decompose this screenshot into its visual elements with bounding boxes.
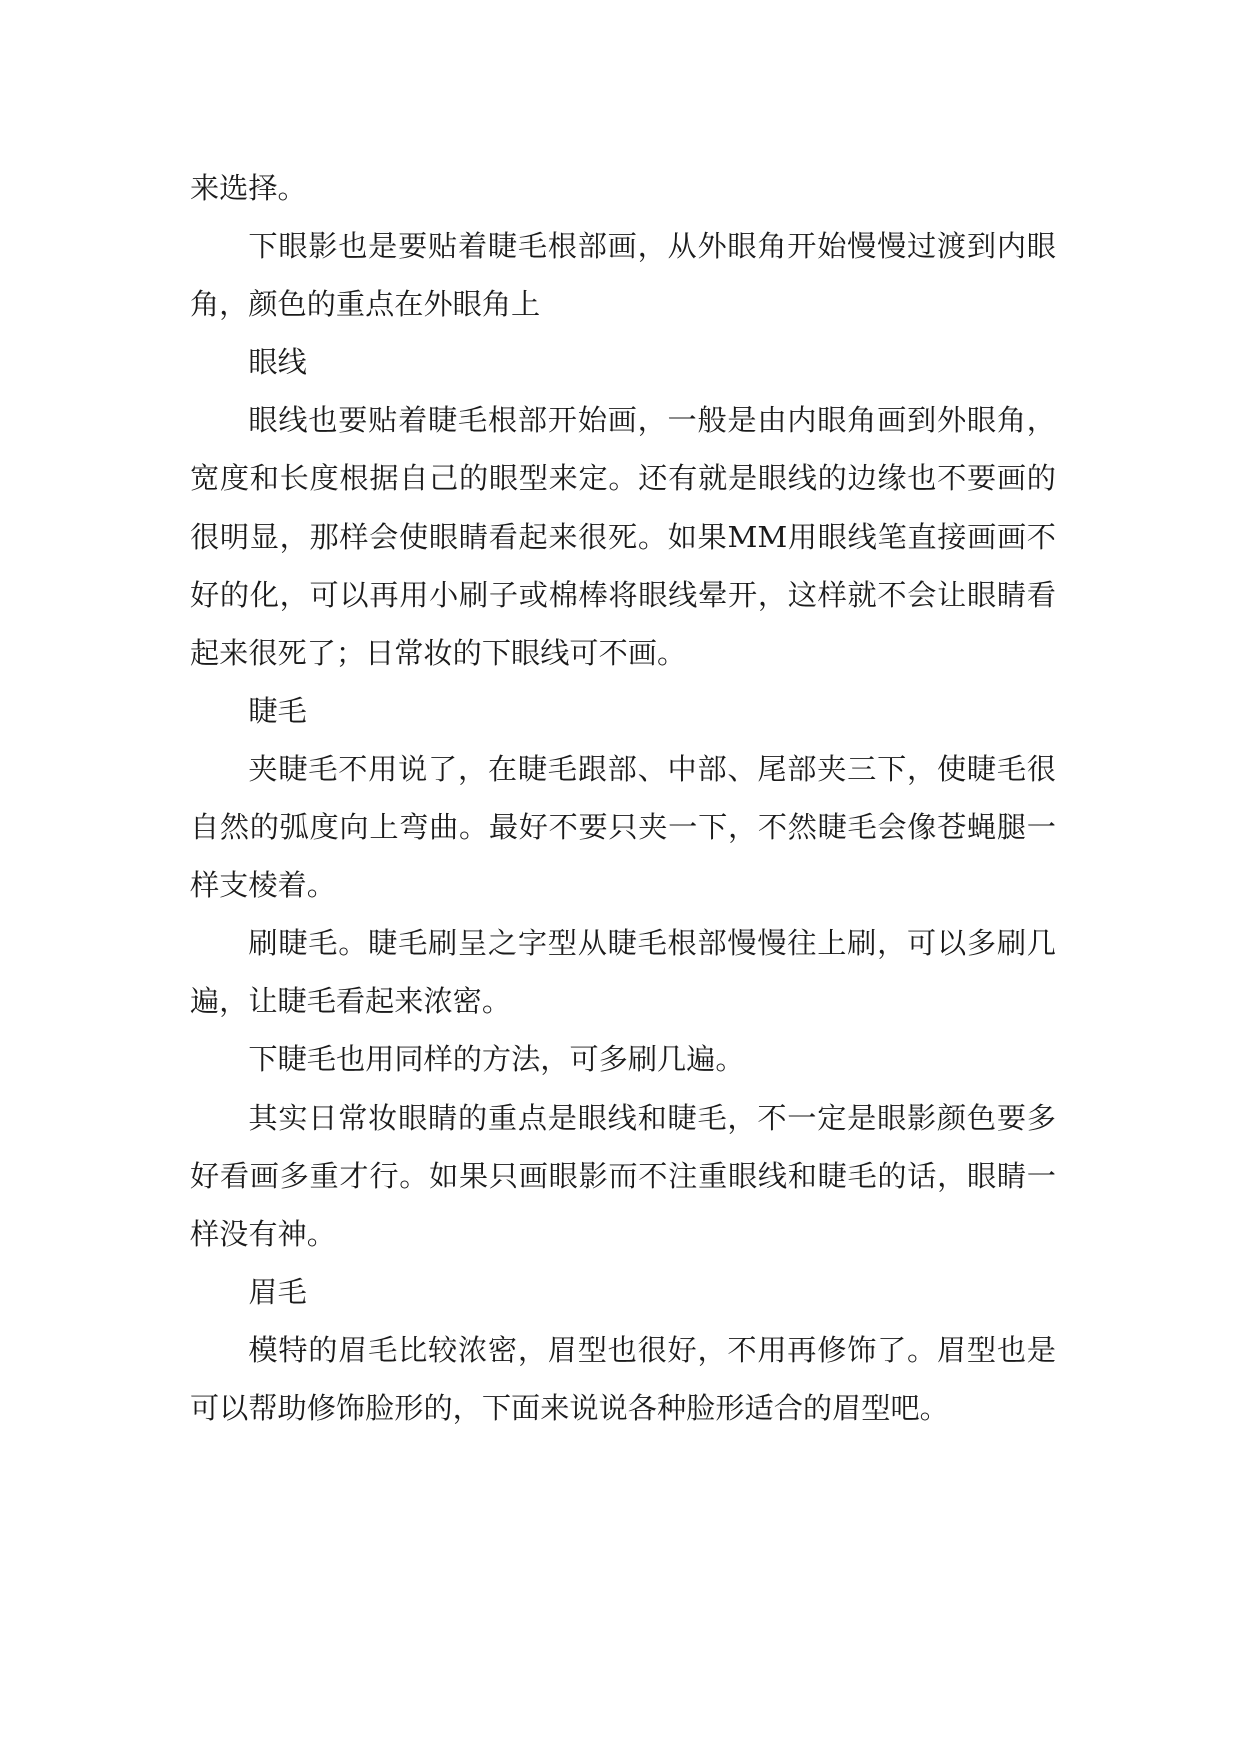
paragraph-eyebrows: 模特的眉毛比较浓密，眉型也很好，不用再修饰了。眉型也是可以帮助修饰脸形的，下面来说说各种脸形适合的眉型吧。: [190, 1332, 1056, 1425]
paragraph-eyeliner: 眼线也要贴着睫毛根部开始画，一般是由内眼角画到外眼角，宽度和长度根据自己的眼型来定。还有就是眼线的边缘也不要画的很明显，那样会使眼睛看起来很死。如果MM用眼线笔直接画画不好的化，可以再用小刷子或棉棒将眼线晕开，这样就不会让眼睛看起来很死了；日常妆的下眼线可不画。: [190, 403, 1056, 670]
paragraph-brush-lashes: 刷睫毛。睫毛刷呈之字型从睫毛根部慢慢往上刷，可以多刷几遍，让睫毛看起来浓密。: [190, 926, 1056, 1019]
paragraph-lower-lashes: 下睫毛也用同样的方法，可多刷几遍。: [248, 1042, 745, 1077]
section-heading-eyelashes: 睫毛: [248, 693, 307, 728]
paragraph-continuation: 来选择。: [190, 171, 307, 205]
paragraph-lower-eyeshadow: 下眼影也是要贴着睫毛根部画，从外眼角开始慢慢过渡到内眼角，颜色的重点在外眼角上: [190, 229, 1056, 322]
section-heading-eyebrows: 眉毛: [248, 1274, 307, 1309]
section-heading-eyeliner: 眼线: [248, 345, 307, 380]
document-body: [190, 159, 1056, 1437]
paragraph-daily-makeup-focus: 其实日常妆眼睛的重点是眼线和睫毛，不一定是眼影颜色要多好看画多重才行。如果只画眼影而不注重眼线和睫毛的话，眼睛一样没有神。: [190, 1100, 1056, 1251]
paragraph-curl-lashes: 夹睫毛不用说了，在睫毛跟部、中部、尾部夹三下，使睫毛很自然的弧度向上弯曲。最好不要只夹一下，不然睫毛会像苍蝇腿一样支棱着。: [190, 751, 1056, 903]
